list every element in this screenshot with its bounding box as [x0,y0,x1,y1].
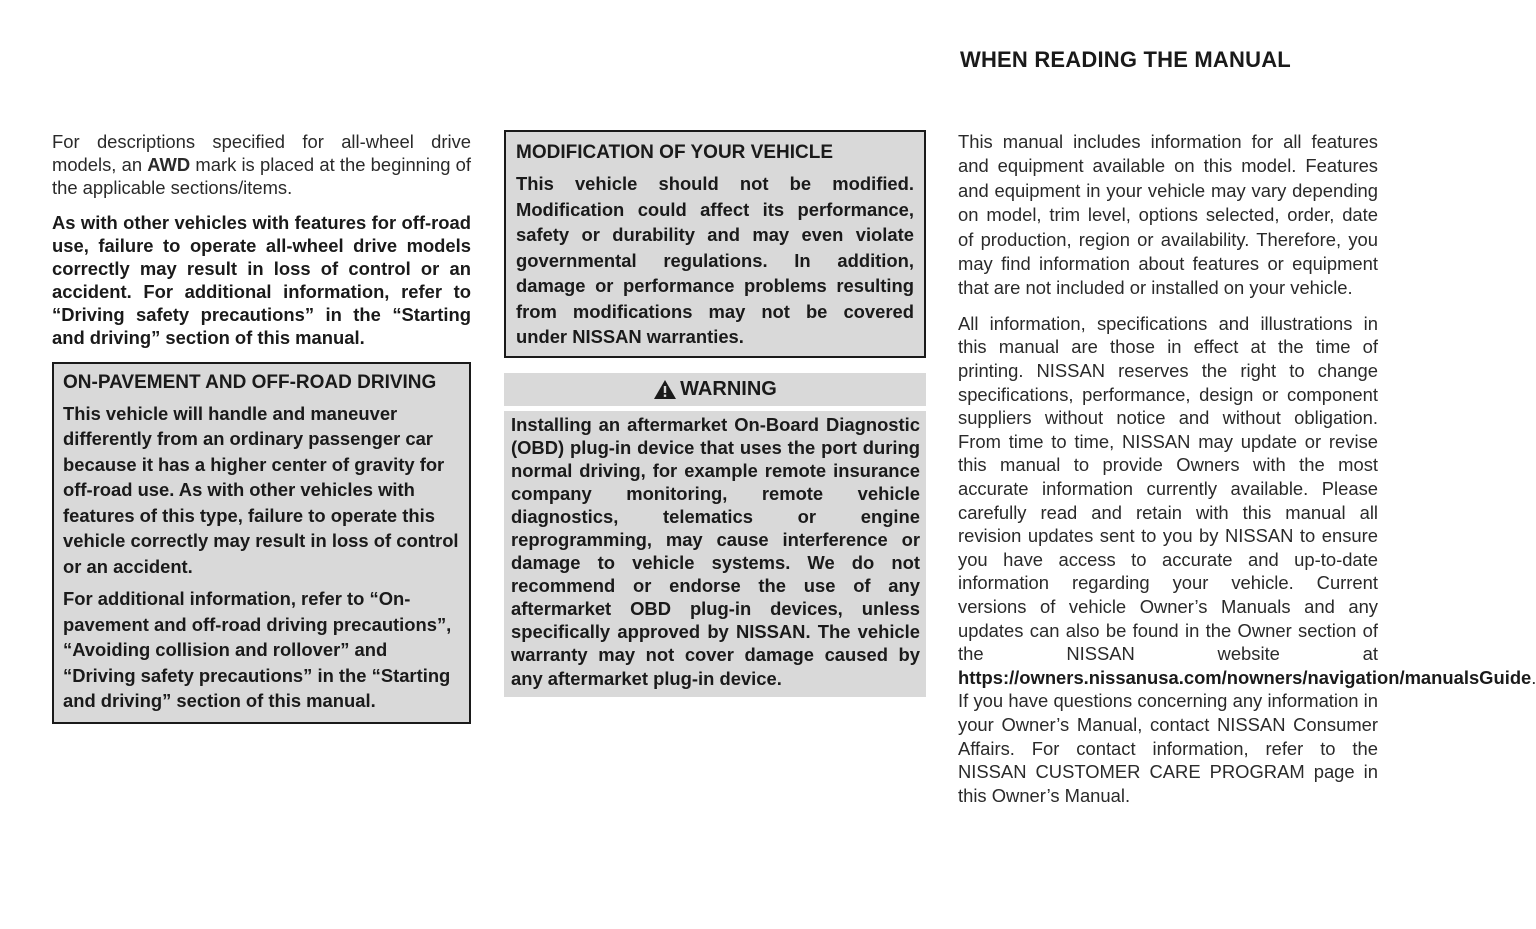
off-road-box-heading: ON-PAVEMENT AND OFF-ROAD DRIVING [63,371,437,393]
page-title: WHEN READING THE MANUAL [960,47,1291,72]
owners-manual-url-link[interactable]: https://owners.nissanusa.com/nowners/navigation/manualsGuide [958,666,1532,688]
off-road-box-paragraph-2: For additional information, refer to “On-pavement and off-road driving precautions”, “Avoiding collision and rollover” and “Driving safety precautions” in the “Starting and driving” section of this manual. [63,588,452,712]
middle-column [504,130,926,697]
off-road-box-paragraph-1: This vehicle will handle and maneuver differently from an ordinary passenger car because it has a higher center of gravity for off-road use. As with other vehicles with features of this type, failure to operate this vehicle correctly may result in loss of control or an accident. [63,402,459,577]
manual-info-paragraph-2 [958,312,1536,807]
awd-intro-text-start: For descriptions specified for all-wheel drive models, an [52,131,471,176]
warning-text: Installing an aftermarket On-Board Diagnostic (OBD) plug-in device that uses the port during normal driving, for example remote insurance company monitoring, remote vehicle diagnostics, telematics or engine reprogramming, may cause interference or damage to vehicle systems. We do not recommend or endorse the use of any aftermarket OBD plug-in devices, unless specifically approved by NISSAN. The vehicle warranty may not cover damage caused by any aftermarket plug-in device. [511,413,920,689]
manual-info-text-end: . If you have questions concerning any information in your Owner’s Manual, contact NISSAN Consumer Affairs. For contact information, refer to the NISSAN CUSTOMER CARE PROGRAM page in this Owner’s Manual. [958,666,1536,806]
modification-box-text: This vehicle should not be modified. Modification could affect its performance, safety or durability and may even violate governmental regulations. In addition, damage or performance problems resulting from modifications may not be covered under NISSAN warranties. [516,173,914,347]
warning-body [504,411,926,697]
modification-box [504,130,926,358]
warning-header [504,373,926,406]
awd-mark: AWD [147,154,191,176]
awd-intro-paragraph [52,130,471,200]
awd-intro-text-end: mark is placed at the beginning of the applicable sections/items. [52,154,471,199]
manual-info-text-start: All information, specifications and illustrations in this manual are those in effect at the time of printing. NISSAN reserves the right to change specifications, performance, design or component suppliers without notice and without obligation. From time to time, NISSAN may update or revise this manual to provide Owners with the most accurate information currently available. Please carefully read and retain with this manual all revision updates sent to you by NISSAN to ensure you have access to accurate and up-to-date information regarding your vehicle. Current versions of vehicle Owner’s Manuals and any updates can also be found in the Owner section of the NISSAN website at [958,312,1378,665]
right-column [958,130,1536,807]
warning-title: WARNING [680,377,777,400]
modification-box-heading: MODIFICATION OF YOUR VEHICLE [516,142,834,163]
left-column [52,130,471,724]
warning-triangle-icon [653,379,677,400]
off-road-driving-box [52,362,471,724]
manual-info-paragraph-1: This manual includes information for all features and equipment available on this model. Features and equipment in your vehicle may vary depending on model, trim level, options selected, order, date of production, region or availability. Therefore, you may find information about features or equipment that are not included or installed on your vehicle. [958,131,1378,299]
awd-caution-paragraph: As with other vehicles with features for off-road use, failure to operate all-wheel drive models correctly may result in loss of control or an accident. For additional information, refer to “Driving safety precautions” in the “Starting and driving” section of this manual. [52,211,471,348]
